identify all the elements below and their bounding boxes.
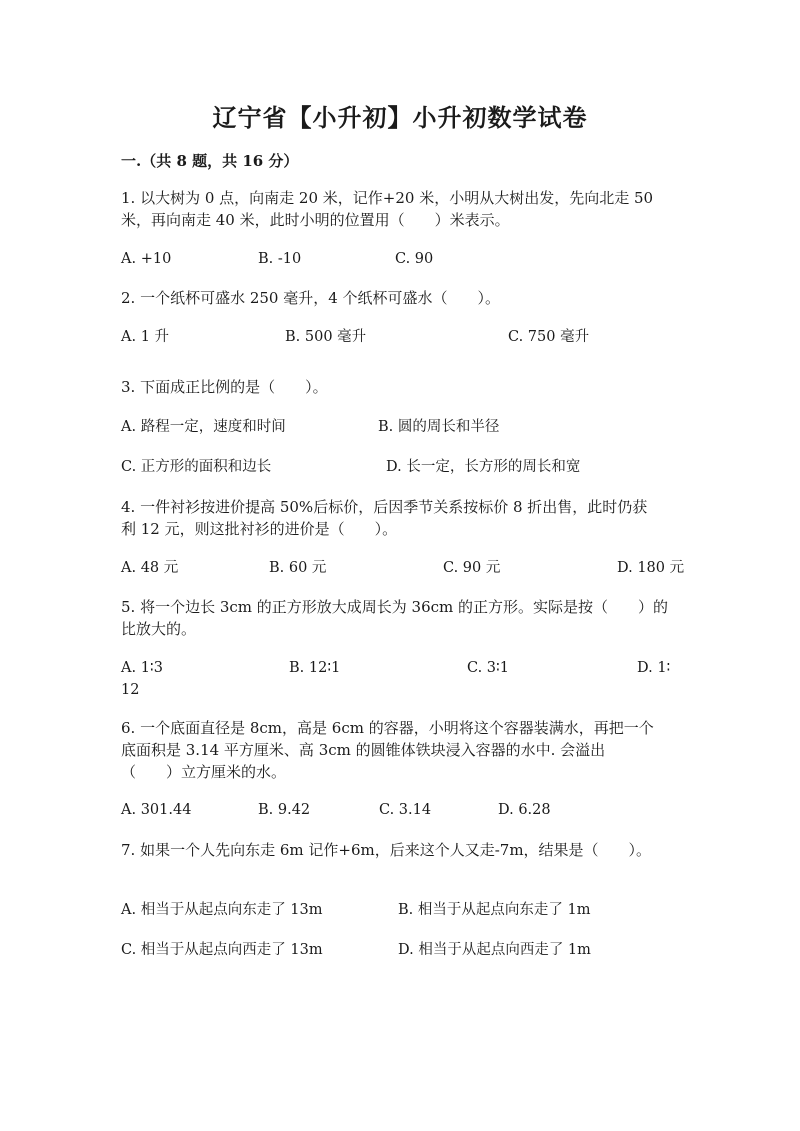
option-c: C. 90: [395, 251, 434, 267]
question-text-line: 2. 一个纸杯可盛水 250 毫升，4 个纸杯可盛水（ ）。: [121, 289, 501, 307]
option-d: D. 180 元: [617, 560, 685, 576]
question-text-line: 底面积是 3.14 平方厘米、高 3cm 的圆锥体铁块浸入容器的水中. 会溢出: [121, 741, 606, 759]
question-text-line: 5. 将一个边长 3cm 的正方形放大成周长为 36cm 的正方形。实际是按（ ）的: [121, 598, 669, 616]
option-a: A. 48 元: [121, 560, 179, 576]
option-c: C. 3∶1: [467, 660, 510, 676]
question-text-line: 比放大的。: [121, 620, 197, 638]
option-d: D. 1∶: [637, 660, 671, 676]
question-6: [121, 717, 681, 783]
option-b: B. -10: [258, 251, 302, 267]
option-b: B. 12∶1: [289, 660, 341, 676]
question-text-line: 4. 一件衬衫按进价提高 50%后标价，后因季节关系按标价 8 折出售，此时仍获: [121, 498, 648, 516]
question-5: [121, 596, 681, 640]
option-d: D. 相当于从起点向西走了 1m: [398, 942, 591, 958]
option-b: B. 圆的周长和半径: [378, 419, 500, 435]
option-b: B. 500 毫升: [285, 329, 367, 345]
question-1: [121, 187, 681, 231]
option-b: B. 相当于从起点向东走了 1m: [398, 902, 591, 918]
page-title: 辽宁省【小升初】小升初数学试卷: [212, 103, 588, 132]
question-text-line: （ ）立方厘米的水。: [121, 763, 287, 781]
option-c: C. 3.14: [379, 802, 432, 818]
option-a: A. 1∶3: [121, 660, 163, 676]
question-7: [121, 839, 681, 861]
question-4: [121, 496, 681, 540]
question-text-line: 6. 一个底面直径是 8cm，高是 6cm 的容器，小明将这个容器装满水，再把一个: [121, 719, 654, 737]
option-b: B. 9.42: [258, 802, 311, 818]
option-a: A. +10: [121, 251, 172, 267]
option-a: A. 路程一定，速度和时间: [121, 419, 286, 435]
option-b: B. 60 元: [269, 560, 327, 576]
option-d: D. 6.28: [498, 802, 551, 818]
option-a: A. 1 升: [121, 329, 170, 345]
option-d: D. 长一定，长方形的周长和宽: [386, 459, 581, 475]
question-text-line: 1. 以大树为 0 点，向南走 20 米，记作+20 米，小明从大树出发，先向北走 50: [121, 189, 654, 207]
option-c: C. 750 毫升: [508, 329, 590, 345]
question-3: [121, 376, 681, 398]
question-text-line: 3. 下面成正比例的是（ ）。: [121, 378, 328, 396]
option-a: A. 相当于从起点向东走了 13m: [121, 902, 323, 918]
option-a: A. 301.44: [121, 802, 192, 818]
option-c: C. 90 元: [443, 560, 501, 576]
option-d-continued: 12: [121, 682, 140, 698]
question-text-line: 利 12 元，则这批衬衫的进价是（ ）。: [121, 520, 398, 538]
option-c: C. 相当于从起点向西走了 13m: [121, 942, 323, 958]
section-heading: 一.（共 8 题，共 16 分）: [121, 152, 299, 170]
question-2: [121, 287, 681, 309]
question-text-line: 米，再向南走 40 米，此时小明的位置用（ ）米表示。: [121, 211, 510, 229]
question-text-line: 7. 如果一个人先向东走 6m 记作+6m，后来这个人又走-7m，结果是（ ）。: [121, 841, 652, 859]
option-c: C. 正方形的面积和边长: [121, 459, 272, 475]
